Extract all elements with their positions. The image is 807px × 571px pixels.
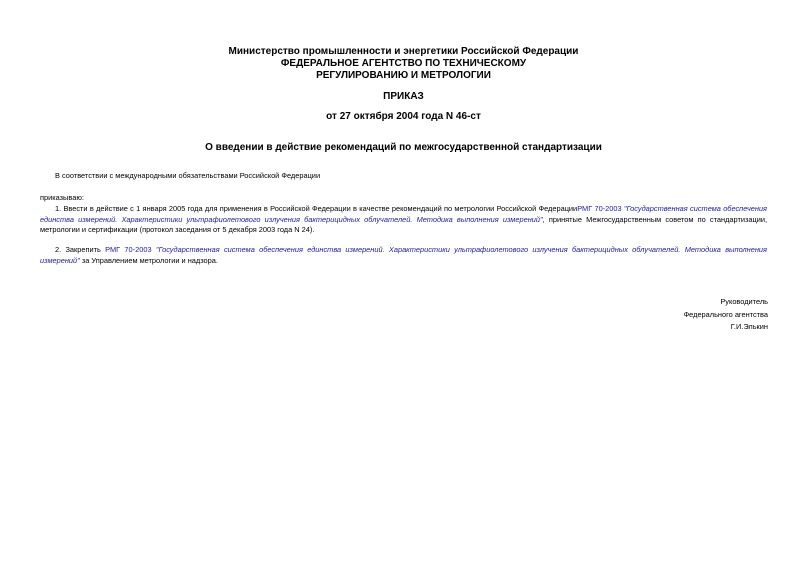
order-title: ПРИКАЗ xyxy=(383,91,424,102)
order-subject: О введении в действие рекомендаций по межгосударственной стандартизации xyxy=(205,142,602,153)
rmg-70-2003-link[interactable]: РМГ 70-2003 xyxy=(577,204,622,213)
paragraph-2-prefix: 2. Закрепить xyxy=(55,245,106,254)
order-date: от 27 октября 2004 года N 46-ст xyxy=(326,111,481,122)
rmg-70-2003-title-link-2[interactable]: "Государственная система обеспечения единства измерений. Характеристики ультрафиолетового излучения бактерицидных облучателей. Методика выполнения измерений" xyxy=(40,245,767,265)
ministry-name: Министерство промышленности и энергетики Российской Федерации xyxy=(228,46,579,57)
signatory-position-line2: Федерального агентства xyxy=(683,309,768,319)
paragraph-1-suffix: , принятые Межгосударственным советом по стандартизации, метрологии и сертификации (протокол заседания от 5 декабря 2003 года N 24). xyxy=(40,214,768,235)
preamble-text: В соответствии с международными обязательствами Российской Федерации xyxy=(55,171,321,180)
paragraph-2-suffix: за Управлением метрологии и надзора. xyxy=(79,255,218,265)
agency-name-line1: ФЕДЕРАЛЬНОЕ АГЕНТСТВО ПО ТЕХНИЧЕСКОМУ xyxy=(280,58,527,69)
paragraph-2 xyxy=(40,245,767,266)
rmg-70-2003-title-link[interactable]: "Государственная система обеспечения единства измерений. Характеристики ультрафиолетового излучения бактерицидных облучателей. Методика выполнения измерений" xyxy=(40,204,768,224)
paragraph-1-prefix: 1. Ввести в действие с 1 января 2005 года для применения в Российской Федерации в качестве рекомендаций по метрологии Российской Федерации xyxy=(55,204,578,213)
document-header xyxy=(0,46,807,82)
signature-block xyxy=(684,296,768,334)
signatory-name: Г.И.Элькин xyxy=(730,322,768,331)
rmg-70-2003-link-2[interactable]: РМГ 70-2003 xyxy=(105,245,152,254)
signatory-position-line1: Руководитель xyxy=(720,297,768,306)
decree-word: приказываю: xyxy=(40,193,84,202)
paragraph-1 xyxy=(40,204,767,236)
agency-name-line2: РЕГУЛИРОВАНИЮ И МЕТРОЛОГИИ xyxy=(316,70,491,81)
